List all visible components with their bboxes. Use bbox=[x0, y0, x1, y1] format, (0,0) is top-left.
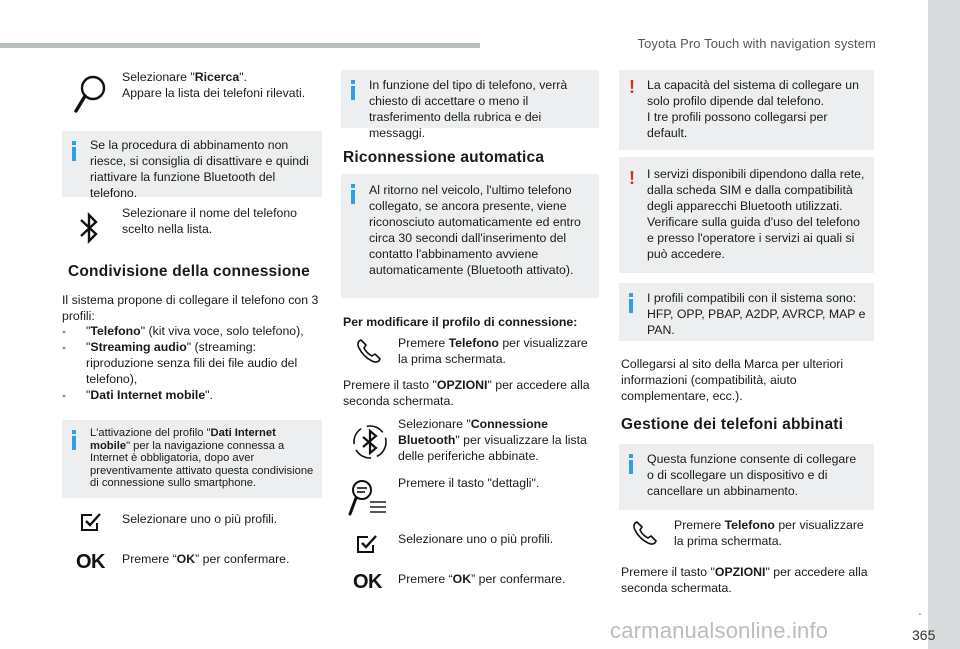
warning-note-capacity bbox=[619, 70, 874, 150]
keyword: Telefono bbox=[90, 324, 141, 338]
press-options-instruction bbox=[343, 377, 598, 409]
confirm-instruction bbox=[398, 571, 598, 587]
info-icon bbox=[72, 430, 77, 450]
info-icon bbox=[351, 80, 356, 100]
checkbox-icon bbox=[80, 512, 102, 537]
text: Premere “ bbox=[398, 572, 453, 586]
website-text: Collegarsi al sito della Marca per ulteriori informazioni (compatibilità, aiuto complementare, ecc.). bbox=[621, 357, 844, 403]
text: L'attivazione del profilo " bbox=[90, 427, 211, 439]
text: ” per confermare. bbox=[471, 572, 566, 586]
info-icon bbox=[72, 141, 77, 161]
warning-note-services bbox=[619, 157, 874, 273]
keyword: OK bbox=[452, 572, 472, 586]
info-icon bbox=[629, 293, 634, 313]
keyword: OK bbox=[176, 552, 196, 566]
info-note-reconnect bbox=[341, 174, 599, 298]
select-profiles-instruction: Selezionare uno o più profili. bbox=[122, 512, 278, 526]
list-item bbox=[62, 323, 320, 339]
press-details-instruction: Premere il tasto "dettagli". bbox=[398, 476, 540, 490]
keyword: Streaming audio bbox=[90, 340, 187, 354]
text: Premere bbox=[398, 336, 449, 350]
section-heading: Riconnessione automatica bbox=[343, 149, 545, 166]
header-title: Toyota Pro Touch with navigation system bbox=[637, 36, 876, 51]
note-text: I servizi disponibili dipendono dalla rete, dalla scheda SIM e dalla compatibilità degli apparecchi Bluetooth utilizzati. Verificare sulla guida d'uso del telefono e presso l'operatore i servizi ai quali si può accedere. bbox=[647, 167, 865, 261]
info-note-internet bbox=[62, 420, 322, 498]
info-icon bbox=[629, 454, 634, 474]
info-note-profiles bbox=[619, 283, 874, 341]
info-note-phone bbox=[341, 70, 599, 140]
text: " bbox=[86, 388, 91, 402]
text: Premere il tasto " bbox=[621, 565, 715, 579]
text: Selezionare " bbox=[398, 417, 471, 431]
text: " (streaming: riproduzione senza fili dei file audio del telefono), bbox=[86, 340, 298, 386]
info-note-pairing bbox=[62, 131, 322, 200]
text: " per visualizzare la lista delle periferiche abbinate. bbox=[398, 433, 587, 463]
keyword: Dati Internet mobile bbox=[90, 427, 276, 452]
intro-text: Il sistema propone di collegare il telefono con 3 profili: bbox=[62, 293, 319, 323]
checkbox-icon bbox=[356, 534, 378, 559]
text: Selezionare " bbox=[122, 70, 195, 84]
keyword: Telefono bbox=[724, 518, 775, 532]
text: ” per confermare. bbox=[195, 552, 290, 566]
keyword: OPZIONI bbox=[436, 378, 488, 392]
list-item bbox=[62, 339, 320, 387]
text: ". bbox=[205, 388, 213, 402]
keyword: Connessione Bluetooth bbox=[398, 417, 548, 447]
page-side-tab bbox=[928, 0, 960, 649]
ok-icon: OK bbox=[76, 551, 105, 573]
keyword: OPZIONI bbox=[714, 565, 766, 579]
info-note-manage bbox=[619, 444, 874, 510]
select-bt-instruction bbox=[398, 416, 598, 464]
press-phone-instruction bbox=[674, 517, 874, 549]
text: per visualizzare la prima schermata. bbox=[398, 336, 588, 366]
press-phone-instruction bbox=[398, 335, 598, 367]
list-item bbox=[62, 387, 320, 403]
select-name-instruction: Selezionare il nome del telefono scelto nella lista. bbox=[122, 206, 298, 236]
text: Appare la lista dei telefoni rilevati. bbox=[122, 86, 306, 100]
bullet: - bbox=[62, 388, 67, 402]
note-text: Questa funzione consente di collegare o di scollegare un dispositivo e di cancellare un abbinamento. bbox=[647, 452, 857, 498]
text: " bbox=[86, 324, 91, 338]
confirm-instruction bbox=[122, 551, 317, 567]
note-text: I profili compatibili con il sistema sono: HFP, OPP, PBAP, A2DP, AVRCP, MAP e PAN. bbox=[647, 291, 866, 337]
warning-icon: ! bbox=[629, 77, 635, 97]
text: ". bbox=[239, 70, 247, 84]
bluetooth-connection-icon bbox=[350, 422, 390, 467]
text: per visualizzare la prima schermata. bbox=[674, 518, 864, 548]
text: Premere “ bbox=[122, 552, 177, 566]
phone-icon bbox=[356, 338, 382, 369]
warning-icon: ! bbox=[629, 168, 635, 188]
ok-icon: OK bbox=[353, 571, 382, 593]
text: Premere il tasto " bbox=[343, 378, 437, 392]
keyword: Dati Internet mobile bbox=[90, 388, 206, 402]
text: " bbox=[86, 340, 91, 354]
bullet: - bbox=[62, 340, 67, 354]
text: " per accedere alla seconda schermata. bbox=[621, 565, 868, 595]
bullet: - bbox=[62, 324, 67, 338]
note-text bbox=[90, 427, 314, 490]
profile-list bbox=[62, 323, 320, 403]
note-text: Al ritorno nel veicolo, l'ultimo telefono collegato, se ancora presente, viene riconosciuto automaticamente ed entro circa 30 secondi dall'inserimento del contatto l'abbinamento avviene automaticamente (Bluetooth attivato). bbox=[369, 183, 581, 277]
note-text: Se la procedura di abbinamento non riesce, si consiglia di disattivare e quindi riattivare la funzione Bluetooth del telefono. bbox=[90, 138, 309, 200]
search-instruction bbox=[122, 69, 322, 101]
keyword: Telefono bbox=[448, 336, 499, 350]
note-text: In funzione del tipo di telefono, verrà chiesto di accettare o meno il trasferimento della rubrica e dei messaggi. bbox=[369, 78, 568, 140]
page-number: 365 bbox=[912, 627, 936, 643]
text: " (kit viva voce, solo telefono), bbox=[140, 324, 304, 338]
keyword: Ricerca bbox=[194, 70, 240, 84]
continuation-mark: . bbox=[918, 602, 922, 618]
section-heading: Gestione dei telefoni abbinati bbox=[621, 416, 844, 433]
modify-title: Per modificare il profilo di connessione: bbox=[343, 315, 578, 329]
text: Premere bbox=[674, 518, 725, 532]
details-icon bbox=[348, 478, 388, 523]
header-rule bbox=[0, 43, 480, 48]
select-profiles-instruction: Selezionare uno o più profili. bbox=[398, 532, 554, 546]
search-icon bbox=[74, 74, 108, 119]
note-text: La capacità del sistema di collegare un solo profilo dipende dal telefono. I tre profili possono collegarsi per default. bbox=[647, 78, 859, 140]
text: " per la navigazione connessa a Internet è obbligatoria, dopo aver preventivamente attivato questa condivisione di connessione sullo smartphone. bbox=[90, 439, 314, 490]
bluetooth-icon bbox=[78, 210, 100, 251]
section-heading: Condivisione della connessione bbox=[68, 263, 310, 280]
text: " per accedere alla seconda schermata. bbox=[343, 378, 590, 408]
press-options-instruction bbox=[621, 564, 873, 596]
phone-icon bbox=[632, 520, 658, 551]
info-icon bbox=[351, 184, 356, 204]
watermark: carmanualsonline.info bbox=[610, 618, 829, 643]
